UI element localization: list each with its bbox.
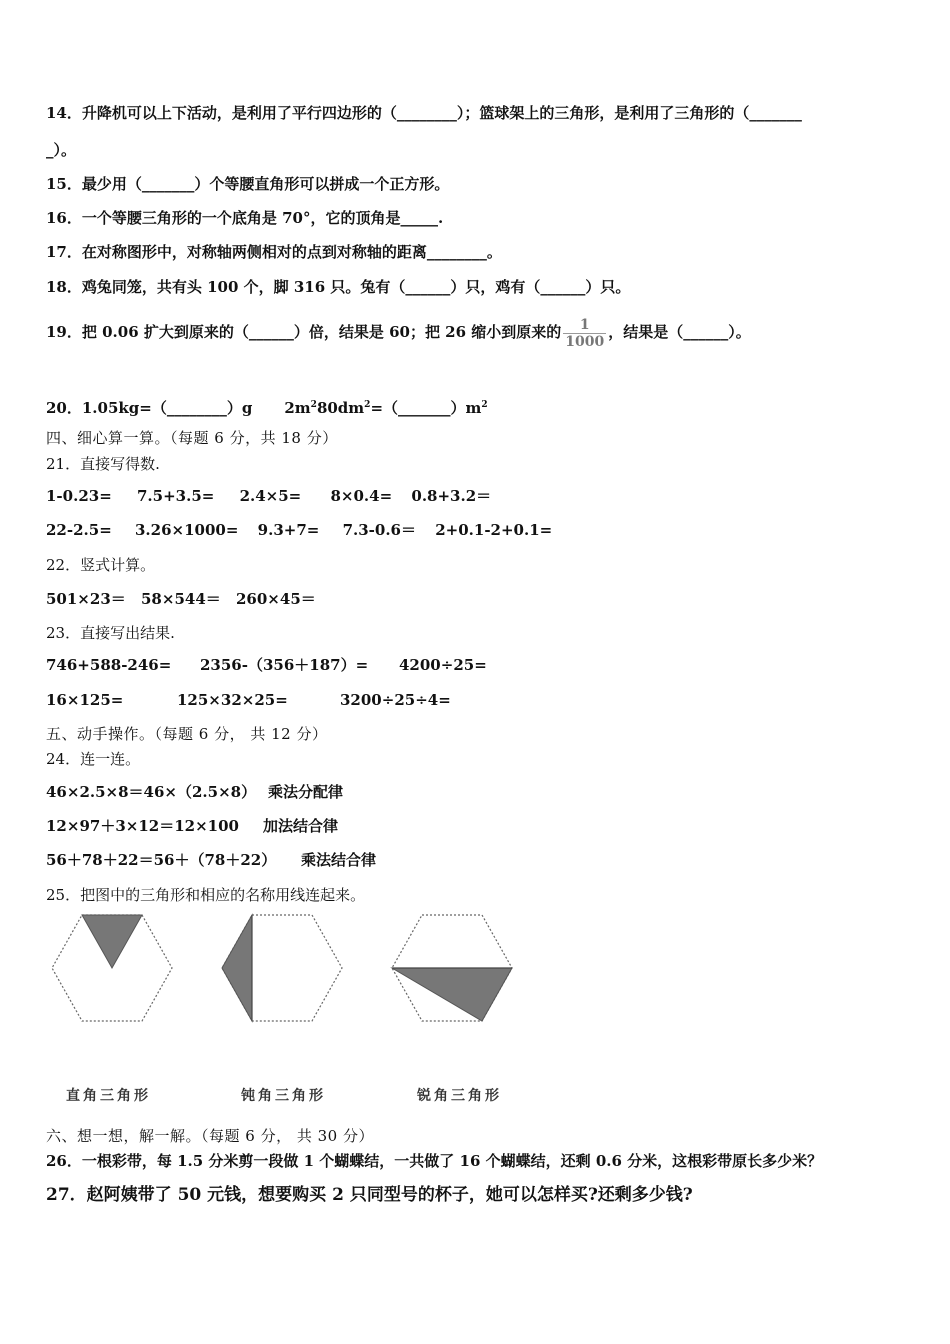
fraction-one-thousandth [563,317,606,350]
q21-item: 0.8+3.2＝ [411,487,492,505]
q22-item: 58×544＝ [141,590,221,608]
q21-item: 7.3-0.6＝ [342,521,416,539]
q23-item-2: 2356-（356＋187）= [200,656,369,674]
q22-row [46,589,316,609]
question-27: 27．赵阿姨带了 50 元钱，想要购买 2 只同型号的杯子，她可以怎样买?还剩多少钱? [46,1185,693,1205]
question-20-part-b1: 2m [284,399,311,417]
question-16: 16．一个等腰三角形的一个底角是 70°，它的顶角是_____. [46,209,444,227]
q21-item: 22-2.5= [46,521,112,539]
hexagon-figure-2 [220,912,344,1024]
q21-item: 2.4×5= [239,487,302,505]
q24-law-1: 乘法分配律 [268,783,344,801]
q22-item: 501×23＝ [46,590,126,608]
q23-item-4: 16×125= [46,691,124,709]
question-20-part-a: 20．1.05kg=（________）g [46,399,253,417]
triangle-shaded-2 [222,915,252,1021]
question-20-sup2: 2 [364,400,371,410]
section-5-title: 五、动手操作。（每题 6 分， 共 12 分） [46,725,328,743]
question-20-part-b3: =（_______）m [370,399,482,417]
caption-obtuse-triangle: 钝角三角形 [241,1088,326,1104]
section-6-title: 六、想一想，解一解。（每题 6 分， 共 30 分） [46,1127,374,1145]
question-18: 18．鸡兔同笼，共有头 100 个，脚 316 只。兔有（______）只，鸡有（______）只。 [46,278,631,296]
fraction-numerator: 1 [563,317,606,334]
q21-item: 8×0.4= [330,487,393,505]
hexagon-figure-1 [50,912,174,1024]
q21-item: 9.3+7= [257,521,320,539]
q23-item-6: 3200÷25÷4= [340,691,451,709]
q21-item: 2+0.1-2+0.1= [435,521,553,539]
q24-expr-2: 12×97＋3×12＝12×100 [46,817,239,835]
caption-acute-triangle: 锐角三角形 [417,1088,502,1104]
question-19 [46,312,751,352]
q24-law-3: 乘法结合律 [301,851,377,869]
question-20-sup3: 2 [481,400,488,410]
question-25: 25．把图中的三角形和相应的名称用线连起来。 [46,886,366,904]
fraction-denominator: 1000 [565,333,605,350]
question-26: 26．一根彩带，每 1.5 分米剪一段做 1 个蝴蝶结，一共做了 16 个蝴蝶结，还剩 0.6 分米，这根彩带原长多少米？ [46,1152,823,1170]
q21-row-1 [46,486,491,506]
section-4-title: 四、细心算一算。（每题 6 分，共 18 分） [46,429,338,447]
q24-expr-1: 46×2.5×8＝46×（2.5×8） [46,783,257,801]
question-20 [46,395,488,418]
q21-item: 7.5+3.5= [137,487,215,505]
question-24: 24．连一连。 [46,750,141,768]
question-17: 17．在对称图形中，对称轴两侧相对的点到对称轴的距离________。 [46,243,502,261]
q23-item-5: 125×32×25= [177,691,288,709]
triangle-shaded-3 [392,968,512,1021]
question-21: 21．直接写得数. [46,455,160,473]
hexagon-figure-3 [390,912,514,1024]
q21-item: 3.26×1000= [135,521,239,539]
question-15: 15．最少用（_______）个等腰直角形可以拼成一个正方形。 [46,175,450,193]
q21-row-2 [46,520,552,540]
q24-expr-3: 56＋78＋22＝56＋（78＋22） [46,851,277,869]
question-22: 22．竖式计算。 [46,556,156,574]
q22-item: 260×45＝ [236,590,316,608]
question-14-line1: 14．升降机可以上下活动，是利用了平行四边形的（________）；篮球架上的三角形，是利用了三角形的（_______ [46,104,802,122]
question-23: 23．直接写出结果. [46,624,175,642]
question-20-sup1: 2 [310,400,317,410]
q21-item: 1-0.23= [46,487,112,505]
question-19-text-post: ，结果是（______）。 [608,323,751,341]
question-19-text-pre: 19．把 0.06 扩大到原来的（______）倍，结果是 60；把 26 缩小到原来的 [46,323,562,341]
question-14-line2: _）。 [46,141,77,159]
q24-law-2: 加法结合律 [263,817,339,835]
triangle-shaded-1 [82,915,142,968]
q23-item-1: 746+588-246= [46,656,172,674]
question-20-part-b2: 80dm [316,399,365,417]
q23-item-3: 4200÷25= [399,656,487,674]
caption-right-triangle: 直角三角形 [66,1088,151,1104]
